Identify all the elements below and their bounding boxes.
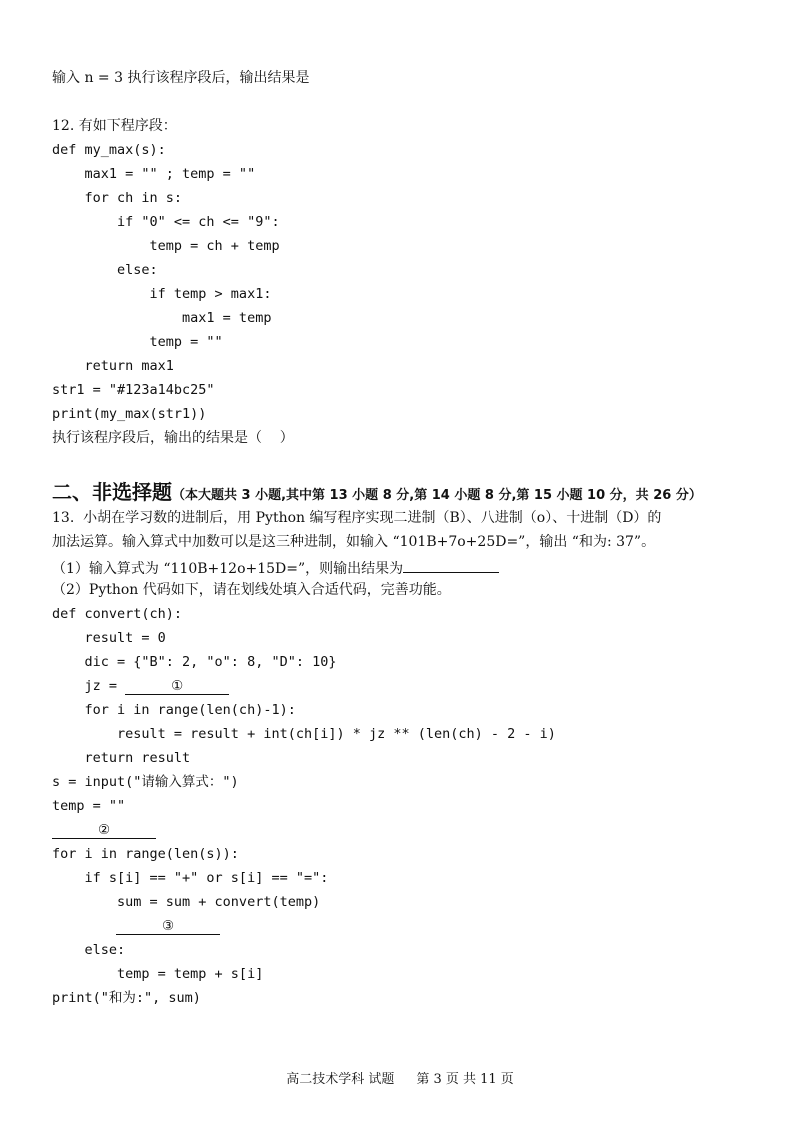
answer-blank-part1[interactable] [403, 554, 499, 573]
q13-part1 [52, 554, 760, 578]
code-line: temp = "" [52, 798, 126, 814]
code-line-jz [52, 674, 760, 698]
code-line: sum = sum + convert(temp) [52, 894, 321, 910]
footer-subject: 高二技术学科 试题 [286, 1072, 395, 1087]
q13-intro-2: 加法运算。输入算式中加数可以是这三种进制，如输入 “101B+7o+25D=”，输出 “和为: 37”。 [52, 534, 656, 550]
code-line: temp = "" [52, 334, 223, 350]
page-footer [0, 1068, 800, 1087]
code-line: max1 = "" ; temp = "" [52, 166, 256, 182]
q12-title: 12. 有如下程序段： [52, 118, 177, 134]
code-line-blank2 [52, 818, 760, 842]
code-line: max1 = temp [52, 310, 272, 326]
code-line: if temp > max1: [52, 286, 272, 302]
code-line: if s[i] == "+" or s[i] == "=": [52, 870, 329, 886]
section-title: 二、非选择题 [52, 480, 172, 504]
jz-prefix: jz = [52, 678, 126, 694]
code-line-blank3 [52, 914, 760, 938]
code-line: def my_max(s): [52, 142, 166, 158]
code-line: return result [52, 750, 191, 766]
section-heading [52, 478, 760, 506]
code-line: temp = temp + s[i] [52, 966, 264, 982]
code-line: print(my_max(str1)) [52, 406, 207, 422]
code-line: def convert(ch): [52, 606, 183, 622]
code-line: if "0" <= ch <= "9": [52, 214, 280, 230]
q11-tail: 输入 n = 3 执行该程序段后，输出结果是 [52, 70, 310, 86]
code-line: for ch in s: [52, 190, 183, 206]
answer-blank-3[interactable]: ③ [116, 916, 220, 935]
code-line: result = result + int(ch[i]) * jz ** (len(ch) - 2 - i) [52, 726, 556, 742]
code-line: result = 0 [52, 630, 166, 646]
section-note: （本大题共 3 小题,其中第 13 小题 8 分,第 14 小题 8 分,第 15 小题 10 分，共 26 分） [172, 488, 702, 503]
footer-page-number: 第 3 页 共 11 页 [416, 1072, 514, 1087]
code-line: else: [52, 262, 158, 278]
q12-question: 执行该程序段后，输出的结果是（ ） [52, 430, 294, 446]
code-line: temp = ch + temp [52, 238, 280, 254]
q12-options [52, 450, 760, 474]
code-line: for i in range(len(s)): [52, 846, 239, 862]
answer-blank-2[interactable]: ② [52, 820, 156, 839]
q13-intro-1: 13. 小胡在学习数的进制后，用 Python 编写程序实现二进制（B）、八进制（o）、十进制（D）的 [52, 510, 662, 526]
q13-part2: （2）Python 代码如下，请在划线处填入合适代码，完善功能。 [52, 582, 451, 598]
answer-blank-1[interactable]: ① [125, 676, 229, 695]
code-line: for i in range(len(ch)-1): [52, 702, 296, 718]
code-line: else: [52, 942, 126, 958]
code-line: str1 = "#123a14bc25" [52, 382, 215, 398]
code-line: dic = {"B": 2, "o": 8, "D": 10} [52, 654, 337, 670]
q11-options [52, 90, 760, 114]
code-line: print("和为:", sum) [52, 990, 201, 1006]
code-line: return max1 [52, 358, 174, 374]
q13-part1-text: （1）输入算式为 “110B+12o+15D=”，则输出结果为 [52, 561, 404, 577]
code-line: s = input("请输入算式：") [52, 774, 239, 790]
